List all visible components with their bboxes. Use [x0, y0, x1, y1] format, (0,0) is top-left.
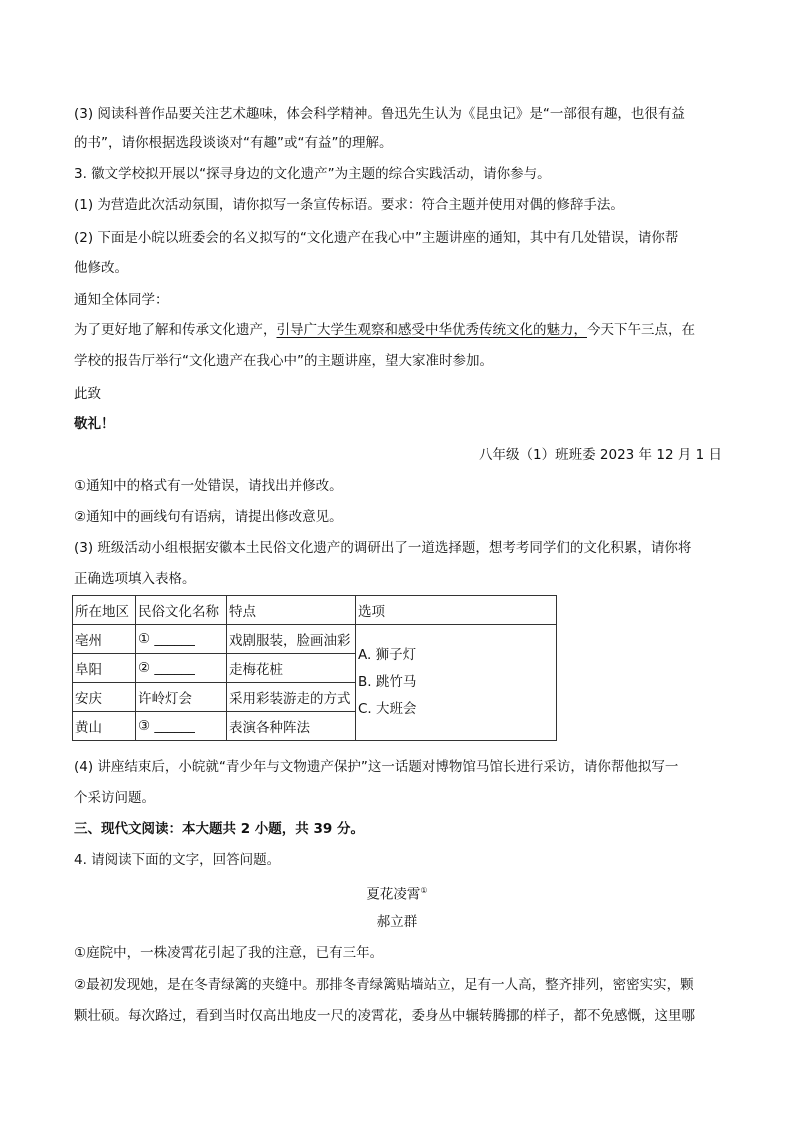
cell-feature: 采用彩装游走的方式: [227, 683, 356, 712]
notice-closing-1: 此致: [74, 386, 101, 402]
header-options: 选项: [356, 596, 557, 625]
article-para-2-line-1: ②最初发现她，是在冬青绿篱的夹缝中。那排冬青绿篱贴墙站立，足有一人高，整齐排列，密密实实，颗: [74, 977, 694, 993]
option-b: B. 跳竹马: [358, 674, 417, 690]
cell-feature: 表演各种阵法: [227, 712, 356, 741]
question-3-3: (3) 班级活动小组根据安徽本土民俗文化遗产的调研出了一道选择题，想考考同学们的文化积累，请你将: [74, 540, 692, 556]
article-title-note: ①: [420, 886, 428, 895]
article-author: 郝立群: [376, 914, 418, 930]
section-3-label: 三、现代文阅读：: [74, 821, 182, 837]
header-name: 民俗文化名称: [136, 596, 227, 625]
question-3-2-b: ②通知中的画线句有语病，请提出修改意见。: [74, 509, 343, 525]
cell-name: ① ______: [136, 625, 227, 654]
notice-underlined-sentence: 引导广大学生观察和感受中华优秀传统文化的魅力，: [276, 322, 587, 338]
question-3-2: (2) 下面是小皖以班委会的名义拟写的“文化遗产在我心中”主题讲座的通知，其中有几处错误，请你帮: [74, 230, 679, 246]
notice-closing-2: 敬礼！: [74, 416, 115, 432]
cell-region: 安庆: [73, 683, 136, 712]
cell-region: 阜阳: [73, 654, 136, 683]
cell-feature: 走梅花桩: [227, 654, 356, 683]
cell-name: ③ ______: [136, 712, 227, 741]
header-region: 所在地区: [73, 596, 136, 625]
question-3-2-cont: 他修改。: [74, 260, 128, 276]
notice-greeting: 通知全体同学：: [74, 292, 169, 308]
question-3-3-cont: 正确选项填入表格。: [74, 571, 196, 587]
question-3-2-a: ①通知中的格式有一处错误，请找出并修改。: [74, 478, 343, 494]
notice-body-line1: [74, 320, 695, 340]
section-3-heading: [74, 819, 364, 839]
header-feature: 特点: [227, 596, 356, 625]
folk-culture-table: [72, 595, 557, 741]
cell-feature: 戏剧服装，脸画油彩: [227, 625, 356, 654]
notice-body-line2: 学校的报告厅举行“文化遗产在我心中”的主题讲座，望大家准时参加。: [74, 353, 493, 369]
cell-name: ② ______: [136, 654, 227, 683]
question-3-1: (1) 为营造此次活动氛围，请你拟写一条宣传标语。要求：符合主题并使用对偶的修辞手法。: [74, 197, 624, 213]
question-3-title: 3. 徽文学校拟开展以“探寻身边的文化遗产”为主题的综合实践活动，请你参与。: [74, 166, 551, 182]
option-a: A. 狮子灯: [358, 647, 417, 663]
cell-region: 亳州: [73, 625, 136, 654]
question-4: 4. 请阅读下面的文字，回答问题。: [74, 852, 281, 868]
option-c: C. 大班会: [358, 701, 417, 717]
article-para-2-line-2: 颗壮硕。每次路过，看到当时仅高出地皮一尺的凌霄花，委身丛中辗转腾挪的样子，都不免感慨，这里哪: [74, 1008, 695, 1024]
options-cell: [356, 625, 557, 741]
cell-name: 许岭灯会: [136, 683, 227, 712]
question-3-3-reading-cont: 的书”，请你根据选段谈谈对“有趣”或“有益”的理解。: [74, 135, 393, 151]
article-para-1: ①庭院中，一株凌霄花引起了我的注意，已有三年。: [74, 945, 384, 961]
section-3-detail: 本大题共 2 小题，共 39 分。: [182, 821, 364, 837]
cell-region: 黄山: [73, 712, 136, 741]
notice-signature: 八年级（1）班班委 2023 年 12 月 1 日: [479, 447, 722, 463]
table-header-row: [73, 596, 557, 625]
question-3-4: (4) 讲座结束后，小皖就“青少年与文物遗产保护”这一话题对博物馆马馆长进行采访，请你帮他拟写一: [74, 759, 679, 775]
article-title-text: 夏花凌霄: [366, 886, 421, 903]
article-title: [0, 881, 794, 905]
question-3-3-reading: (3) 阅读科普作品要关注艺术趣味，体会科学精神。鲁迅先生认为《昆虫记》是“一部很有趣，也很有益: [74, 106, 685, 122]
notice-body-before: 为了更好地了解和传承文化遗产，: [74, 322, 277, 338]
question-3-4-cont: 个采访问题。: [74, 790, 155, 806]
notice-body-after: 今天下午三点，在: [587, 322, 695, 338]
table-row: [73, 625, 557, 654]
